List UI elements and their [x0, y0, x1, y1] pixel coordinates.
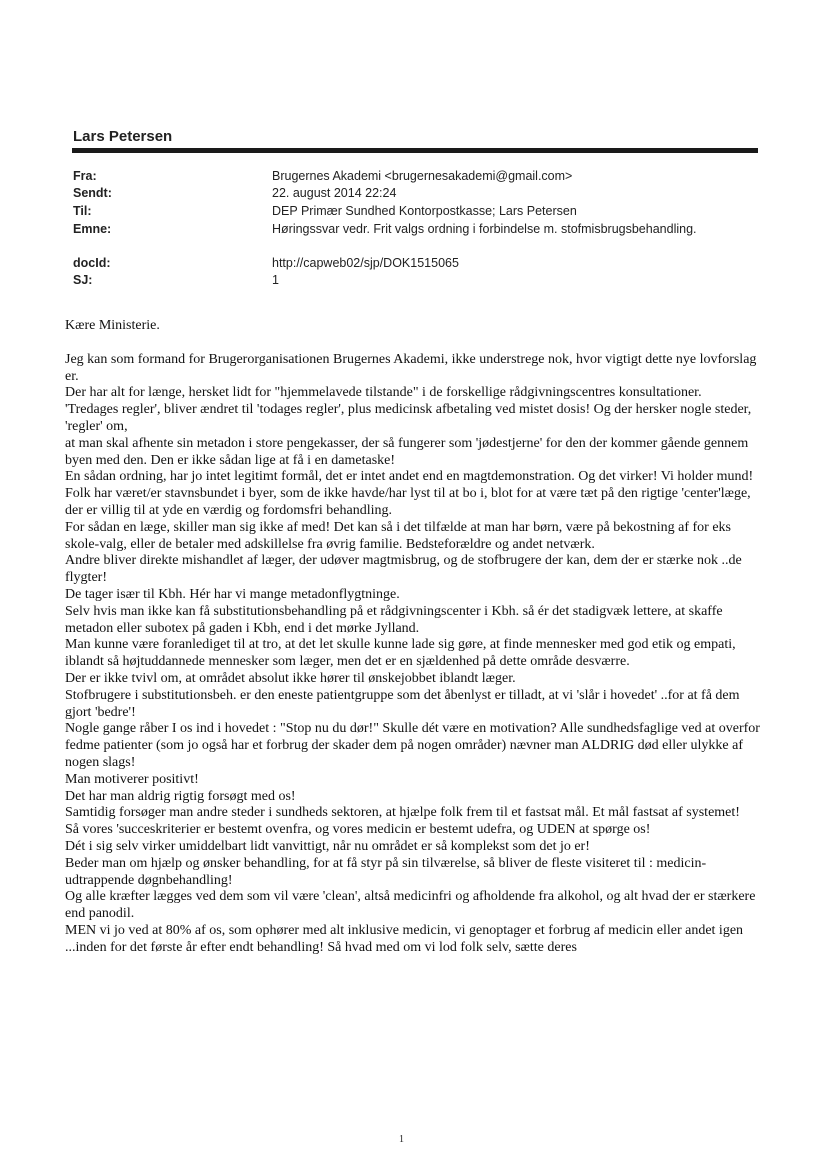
body-paragraph: Beder man om hjælp og ønsker behandling, for at få styr på sin tilværelse, så bliver de fleste visiteret til : medicin-udtrappende døgnbehandling!	[65, 855, 707, 888]
to-value: DEP Primær Sundhed Kontorpostkasse; Lars Petersen	[272, 204, 577, 218]
body-paragraph: De tager især til Kbh. Hér har vi mange metadonflygtninge.	[65, 586, 400, 602]
body-paragraph: For sådan en læge, skiller man sig ikke af med! Det kan så i det tilfælde at man har børn, være på bekostning af for eks skole-valg, eller de betaler med adskillelse fra øvrig familie. Bedsteforældre og andet netværk.	[65, 519, 731, 552]
body-paragraph: at man skal afhente sin metadon i store pengekasser, der så fungerer som 'jødestjerne' for den der kommer gående gennem byen med den. Den er ikke sådan lige at få i en dametaske!	[65, 435, 749, 468]
body-paragraph: Selv hvis man ikke kan få substitutionsbehandling på et rådgivningscenter i Kbh. så ér det stadigvæk lettere, at skaffe metadon eller subotex på gaden i Kbh, end i det mørke Jylland.	[65, 603, 723, 636]
letter-body	[65, 318, 765, 956]
greeting: Kære Ministerie.	[65, 318, 160, 333]
body-paragraph: Man kunne være foranlediget til at tro, at det let skulle kunne lade sig gøre, at finde mennesker med god etik og empati, iblandt så højtuddannede mennesker som læger, men det er en sjældenhed på dette område desværre.	[65, 637, 736, 670]
body-paragraph: Jeg kan som formand for Brugerorganisationen Brugernes Akademi, ikke understrege nok, hvor vigtigt dette nye lovforslag er.	[65, 351, 757, 384]
subject-value: Høringssvar vedr. Frit valgs ordning i forbindelse m. stofmisbrugsbehandling.	[272, 222, 697, 236]
from-label: Fra:	[73, 169, 97, 183]
body-paragraph: 'Tredages regler', bliver ændret til 'todages regler', plus medicinsk afbetaling ved mistet dosis! Og der hersker nogle steder, 'regler' om,	[65, 402, 752, 434]
sent-value: 22. august 2014 22:24	[272, 186, 397, 200]
body-paragraph: MEN vi jo ved at 80% af os, som ophører med alt inklusive medicin, vi genoptager et forbrug af medicin eller andet igen ...inden for det første år efter endt behandling! Så hvad med om vi lod folk selv, sætte deres	[65, 922, 744, 955]
body-paragraph: Der har alt for længe, hersket lidt for "hjemmelavede tilstande" i de forskellige rådgivningscentres konsultationer.	[65, 385, 702, 401]
body-paragraph: Der er ikke tvivl om, at området absolut ikke hører til ønskejobbet iblandt læger.	[65, 670, 516, 686]
body-paragraph: Andre bliver direkte mishandlet af læger, der udøver magtmisbrug, og de stofbrugere der kan, dem der er stærke nok ..de flygter!	[65, 553, 742, 586]
docid-label: docId:	[73, 256, 111, 270]
body-paragraph: Folk har været/er stavnsbundet i byer, som de ikke havde/har lyst til at bo i, blot for at være tæt på den rigtige 'center'læge, der er villig til at yde en værdig og fordomsfri behandling.	[65, 486, 751, 518]
body-paragraph: Nogle gange råber I os ind i hovedet : "Stop nu du dør!" Skulle dét være en motivation? Alle sundhedsfaglige ved at overfor fedme patienter (som jo også har et forbrug der skader dem på nogen områder) nævner man ALDRIG død eller ulykke af nogen slags!	[65, 721, 760, 770]
from-value: Brugernes Akademi <brugernesakademi@gmail.com>	[272, 169, 573, 183]
body-paragraph: Samtidig forsøger man andre steder i sundheds sektoren, at hjælpe folk frem til et fastsat mål. Et mål fastsat af systemet!	[65, 805, 740, 821]
docid-value: http://capweb02/sjp/DOK1515065	[272, 256, 459, 270]
to-label: Til:	[73, 204, 92, 218]
body-paragraph: Dét i sig selv virker umiddelbart lidt vanvittigt, når nu området er så komplekst som det jo er!	[65, 838, 590, 854]
body-paragraph: Og alle kræfter lægges ved dem som vil være 'clean', altså medicinfri og afholdende fra alkohol, og alt hvad der er stærkere end panodil.	[65, 889, 756, 922]
sj-value: 1	[272, 273, 279, 287]
subject-label: Emne:	[73, 222, 112, 236]
sender-name: Lars Petersen	[73, 128, 173, 145]
header-divider	[72, 148, 758, 153]
page-number: 1	[399, 1134, 404, 1145]
body-paragraph: Stofbrugere i substitutionsbeh. er den eneste patientgruppe som det åbenlyst er tilladt, at vi 'slår i hovedet' ..for at få dem gjort 'bedre'!	[65, 687, 740, 720]
body-paragraph: Så vores 'succeskriterier er bestemt ovenfra, og vores medicin er bestemt udefra, og UDEN at spørge os!	[65, 822, 651, 838]
paragraph-list	[65, 352, 765, 957]
sj-label: SJ:	[73, 273, 93, 287]
body-paragraph: En sådan ordning, har jo intet legitimt formål, det er intet andet end en magtdemonstration. Og det virker! Vi holder mund!	[65, 469, 754, 485]
sent-label: Sendt:	[73, 186, 112, 200]
body-paragraph: Det har man aldrig rigtig forsøgt med os!	[65, 788, 296, 804]
body-paragraph: Man motiverer positivt!	[65, 771, 199, 787]
